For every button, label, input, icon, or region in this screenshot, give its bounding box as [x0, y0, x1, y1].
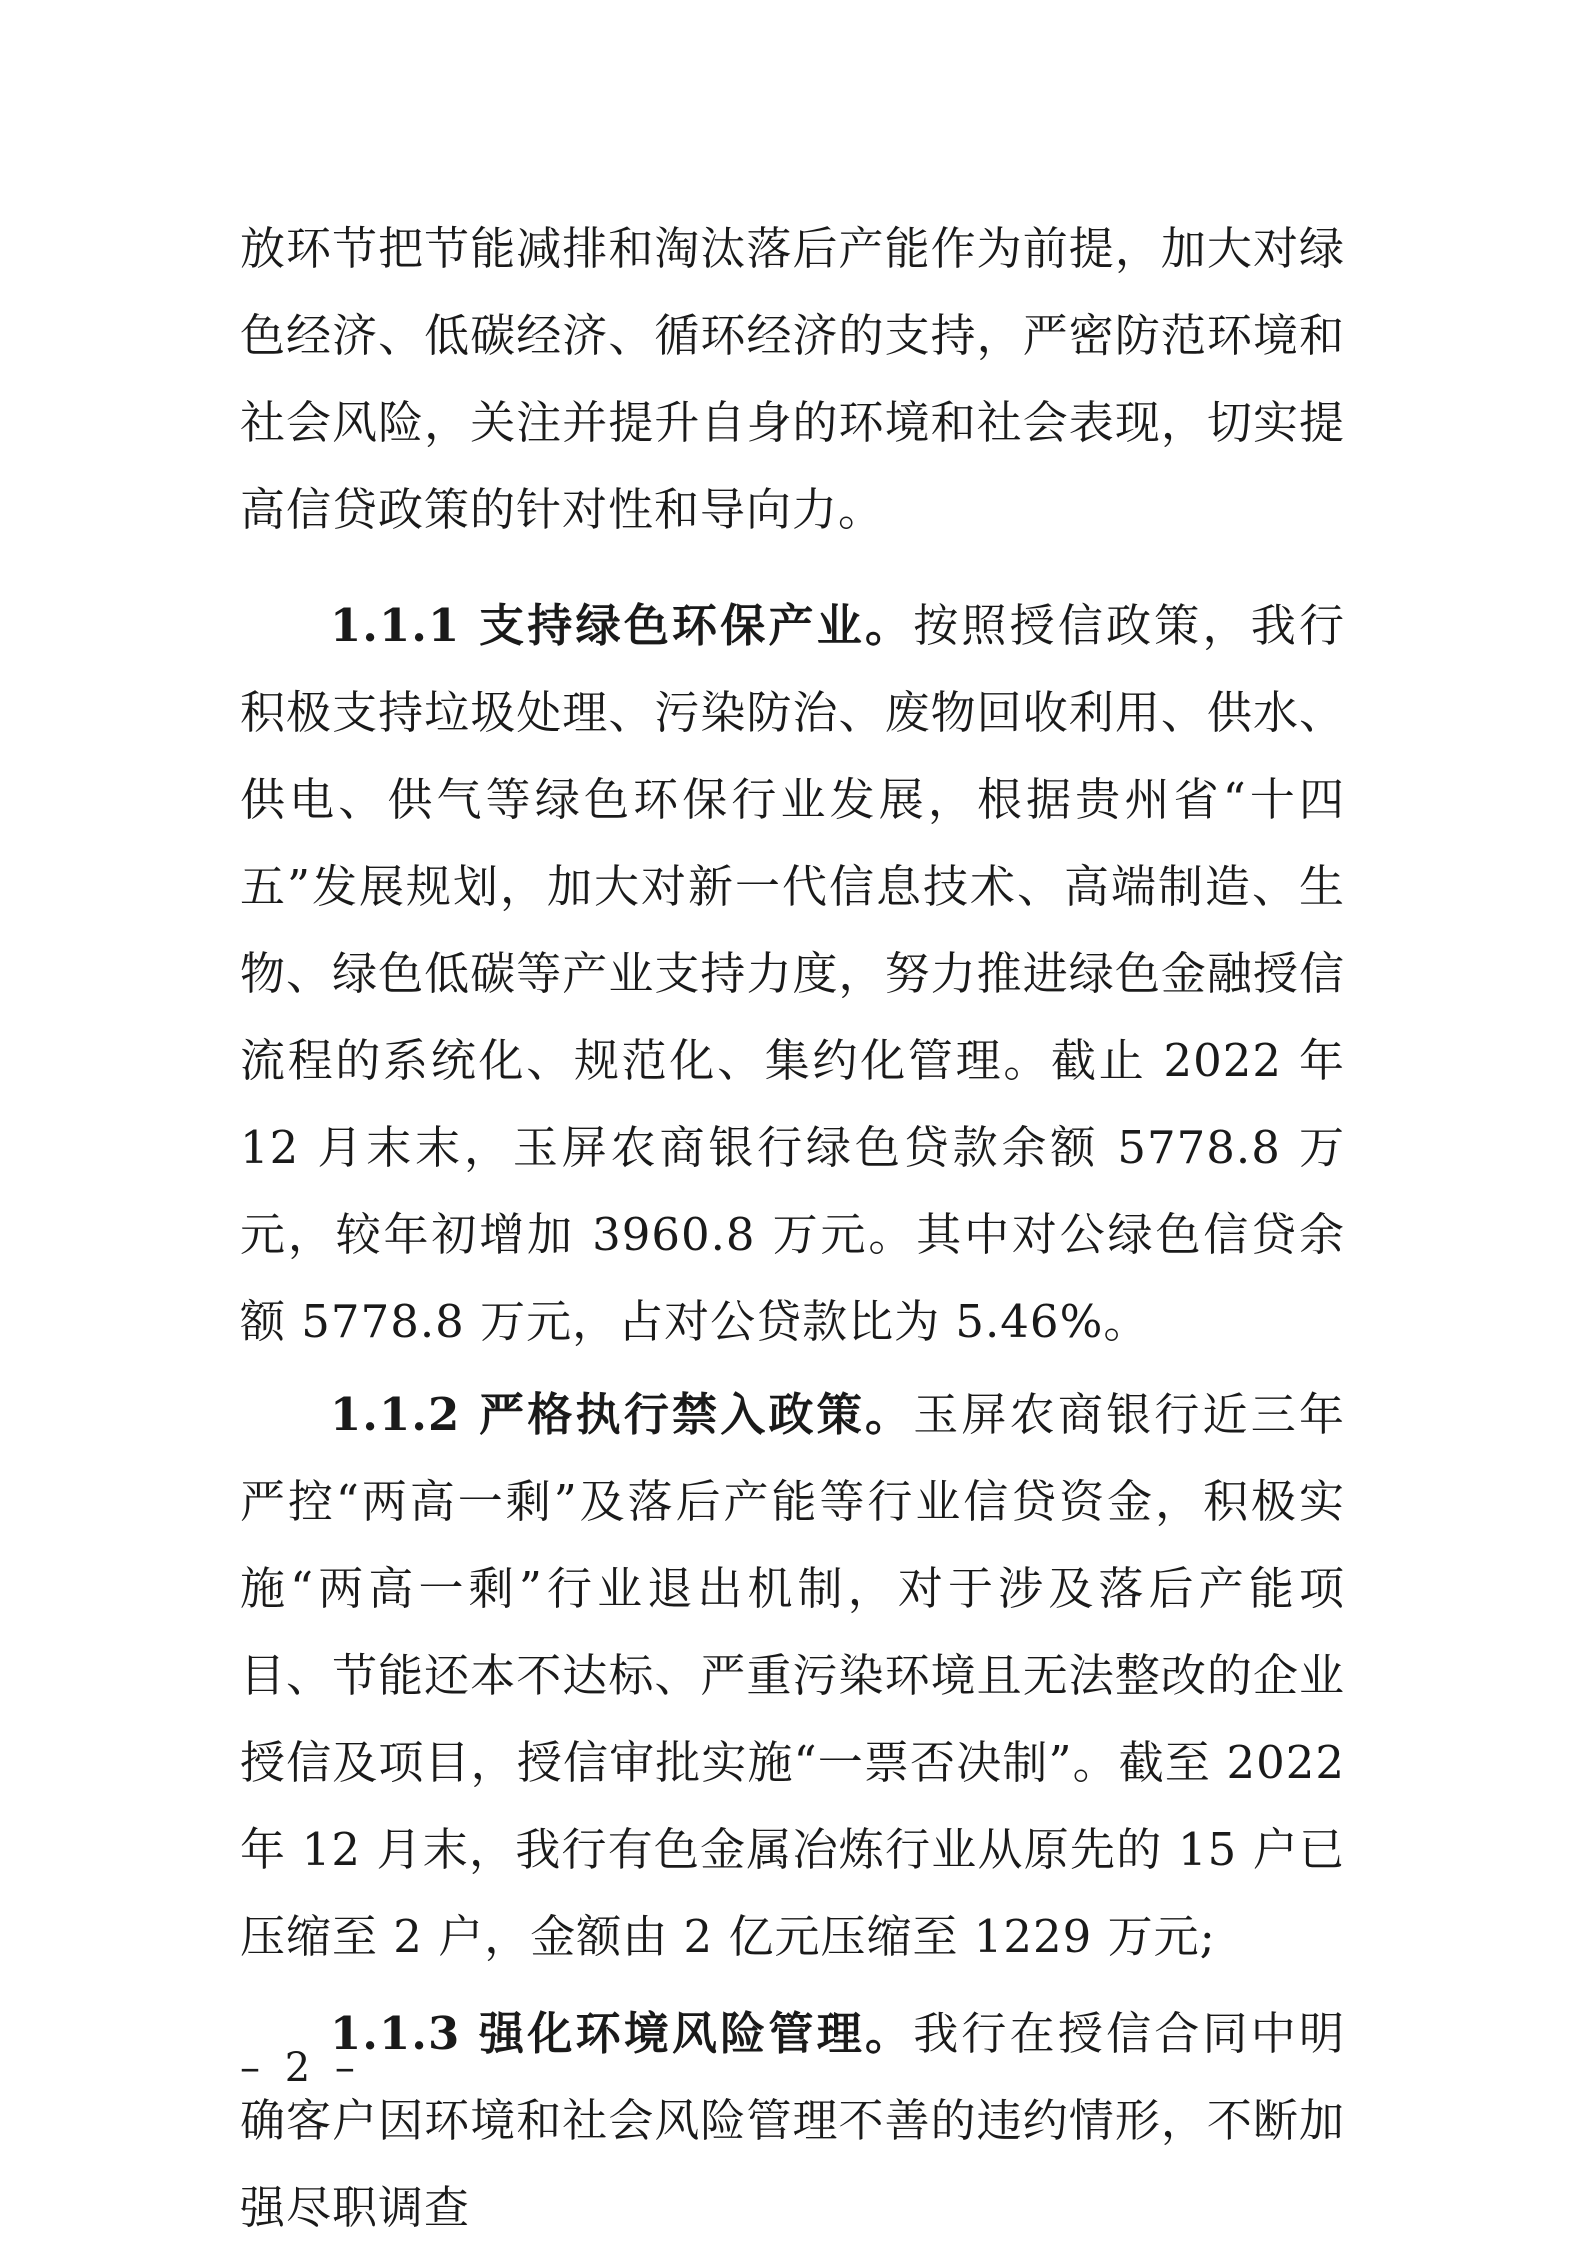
paragraph-text: 放环节把节能减排和淘汰落后产能作为前提，加大对绿色经济、低碳经济、循环经济的支持，严密防范环境和社会风险，关注并提升自身的环境和社会表现，切实提高信贷政策的针对性和导向力。 — [240, 222, 1345, 536]
section-heading: 1.1.3 强化环境风险管理。 — [330, 2007, 914, 2060]
paragraph-text: 我行在授信合同中明确客户因环境和社会风险管理不善的违约情形，不断加强尽职调查 — [240, 2007, 1345, 2234]
section-heading: 1.1.1 支持绿色环保产业。 — [330, 599, 914, 652]
paragraph-1-1-1 — [240, 582, 1345, 1365]
section-heading: 1.1.2 严格执行禁入政策。 — [330, 1388, 914, 1441]
document-body — [240, 205, 1345, 2251]
page-number: – 2 – — [240, 2045, 361, 2091]
paragraph-text: 玉屏农商银行近三年严控“两高一剩”及落后产能等行业信贷资金，积极实施“两高一剩”行业退出机制，对于涉及落后产能项目、节能还本不达标、严重污染环境且无法整改的企业授信及项目，授信审批实施“一票否决制”。截至 2022 年 12 月末，我行有色金属冶炼行业从原先的 15 户已压缩至 2 户，金额由 2 亿元压缩至 1229 万元; — [240, 1388, 1345, 1963]
paragraph-intro — [240, 205, 1345, 553]
paragraph-1-1-2 — [240, 1371, 1345, 1980]
paragraph-1-1-3 — [240, 1990, 1345, 2251]
paragraph-text: 按照授信政策，我行积极支持垃圾处理、污染防治、废物回收利用、供水、供电、供气等绿色环保行业发展，根据贵州省“十四五”发展规划，加大对新一代信息技术、高端制造、生物、绿色低碳等产业支持力度，努力推进绿色金融授信流程的系统化、规范化、集约化管理。截止 2022 年 12 月末末，玉屏农商银行绿色贷款余额 5778.8 万元，较年初增加 3960.8 万元。其中对公绿色信贷余额 5778.8 万元，占对公贷款比为 5.46%。 — [240, 599, 1345, 1348]
